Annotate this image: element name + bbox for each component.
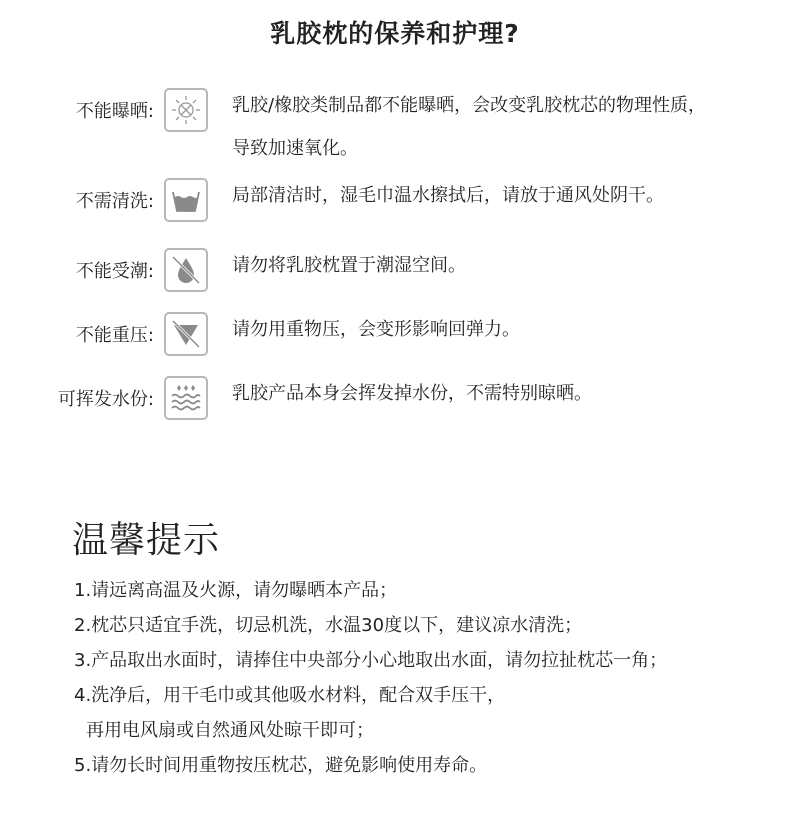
tip-item: 4.洗净后，用干毛巾或其他吸水材料，配合双手压干， bbox=[74, 685, 506, 706]
care-text: 乳胶产品本身会挥发掉水份，不需特别晾晒。 bbox=[232, 383, 592, 404]
care-text-line-2: 导致加速氧化。 bbox=[232, 138, 358, 159]
care-label: 不能受潮: bbox=[75, 261, 154, 282]
care-text: 请勿将乳胶枕置于潮湿空间。 bbox=[232, 255, 466, 276]
no-sun-icon bbox=[164, 88, 208, 132]
care-row-no-sun bbox=[0, 88, 790, 159]
care-row-no-moisture bbox=[0, 248, 790, 296]
tips-title: 温馨提示 bbox=[72, 520, 221, 561]
care-row-no-wash bbox=[0, 178, 790, 226]
no-moisture-icon bbox=[164, 248, 208, 292]
care-label: 可挥发水份: bbox=[57, 389, 154, 410]
tip-item: 5.请勿长时间用重物按压枕芯，避免影响使用寿命。 bbox=[74, 755, 488, 776]
care-row-no-pressure bbox=[0, 312, 790, 360]
care-text: 请勿用重物压，会变形影响回弹力。 bbox=[232, 319, 520, 340]
care-label: 不需清洗: bbox=[75, 191, 154, 212]
evaporation-icon bbox=[164, 376, 208, 420]
tip-item: 1.请远离高温及火源，请勿曝晒本产品； bbox=[74, 580, 398, 601]
care-label: 不能重压: bbox=[75, 325, 154, 346]
no-pressure-icon bbox=[164, 312, 208, 356]
tip-item-continued: 再用电风扇或自然通风处晾干即可； bbox=[86, 720, 374, 741]
wash-basin-icon bbox=[164, 178, 208, 222]
care-text bbox=[232, 84, 772, 170]
tip-item: 2.枕芯只适宜手洗，切忌机洗，水温30度以下，建议凉水清洗； bbox=[74, 615, 583, 636]
care-row-evaporation bbox=[0, 376, 790, 424]
care-label: 不能曝晒: bbox=[75, 101, 154, 122]
care-text: 局部清洁时，湿毛巾温水擦拭后，请放于通风处阴干。 bbox=[232, 185, 664, 206]
care-text-line-1: 乳胶/橡胶类制品都不能曝晒，会改变乳胶枕芯的物理性质， bbox=[232, 95, 707, 116]
page-title: 乳胶枕的保养和护理? bbox=[270, 19, 520, 48]
tip-item: 3.产品取出水面时，请捧住中央部分小心地取出水面，请勿拉扯枕芯一角； bbox=[74, 650, 668, 671]
